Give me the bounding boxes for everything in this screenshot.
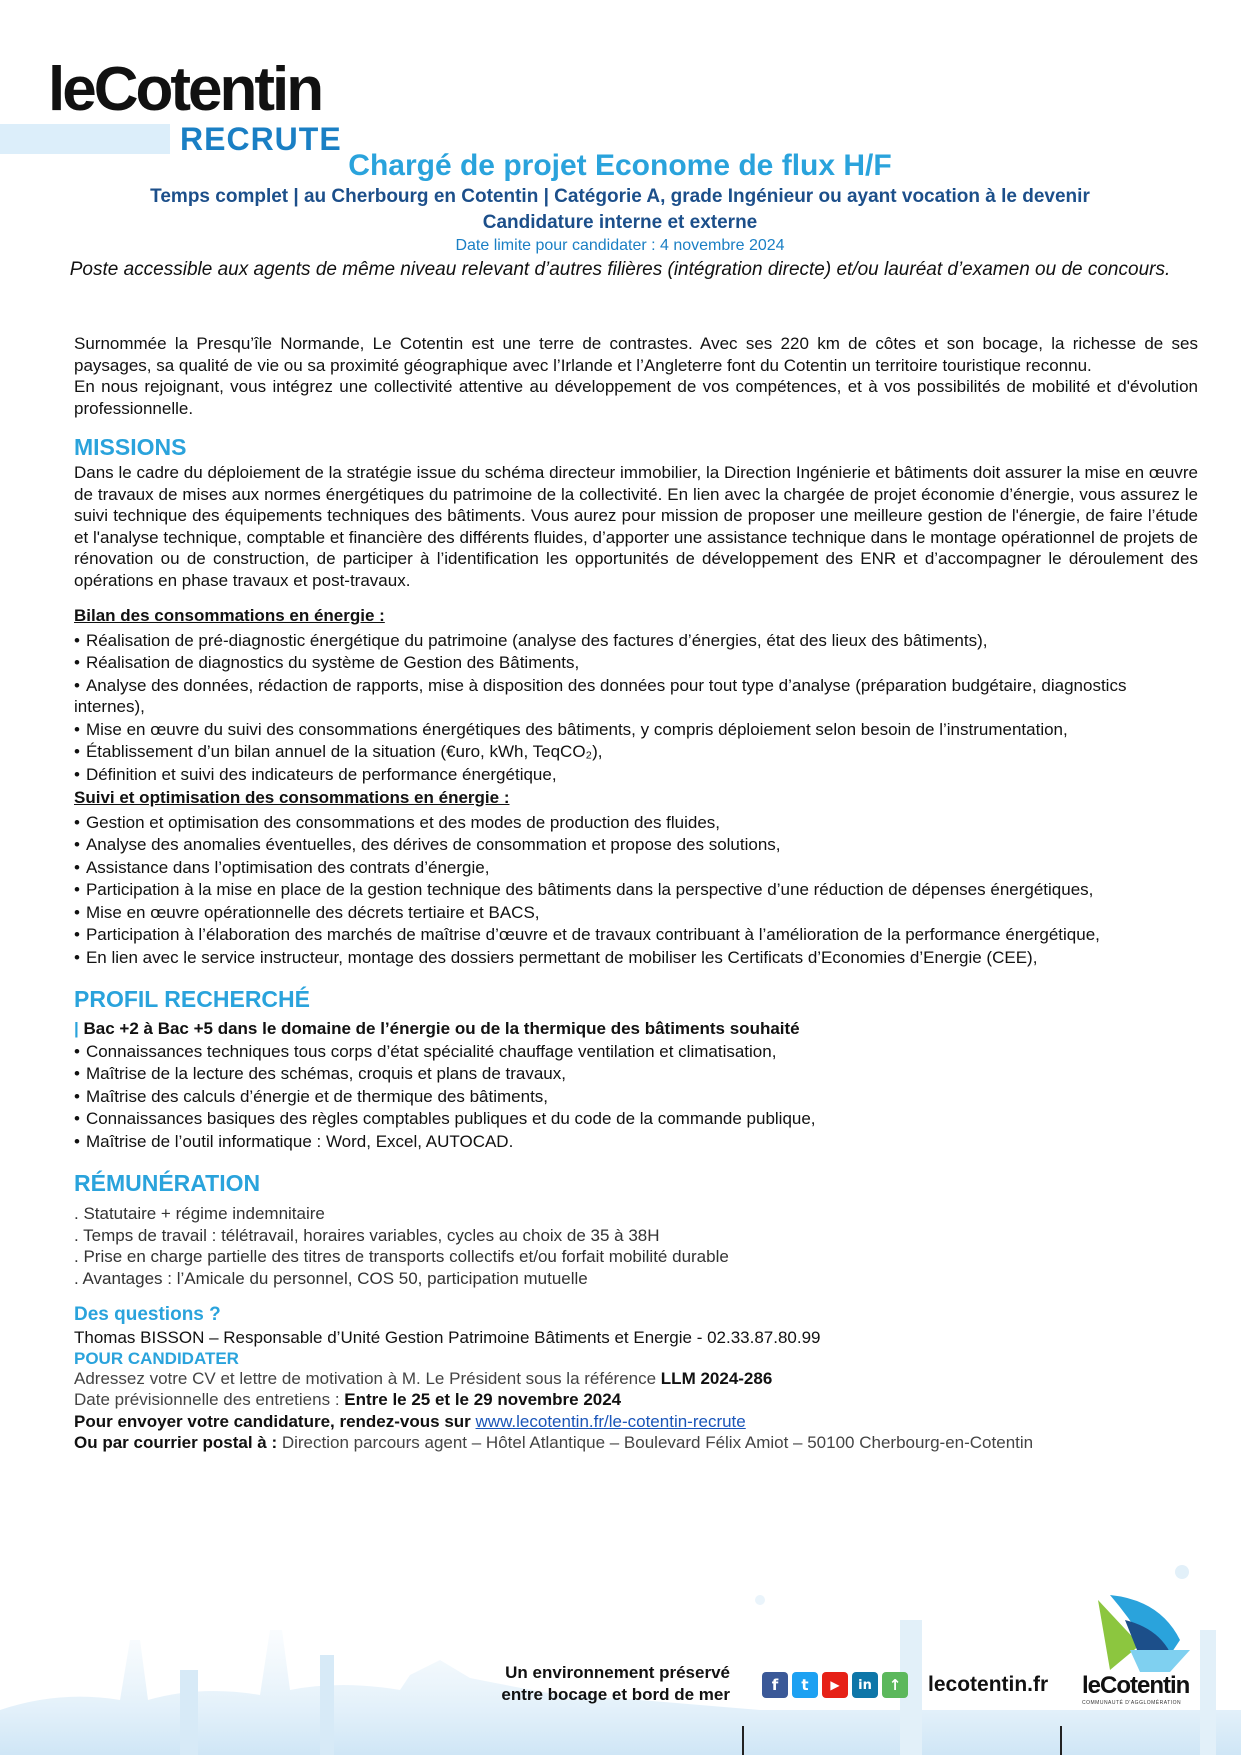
logo-main-text: leCotentin xyxy=(48,55,322,124)
candidater-heading: POUR CANDIDATER xyxy=(74,1348,239,1368)
list-item: . Temps de travail : télétravail, horaires variables, cycles au choix de 35 à 38H xyxy=(74,1225,660,1245)
job-title: Chargé de projet Econome de flux H/F xyxy=(348,149,892,182)
footer-tagline xyxy=(440,1662,730,1706)
list-item: • Maîtrise de l’outil informatique : Word, Excel, AUTOCAD. xyxy=(74,1131,1198,1153)
facebook-icon[interactable]: f xyxy=(762,1672,788,1698)
profil-list xyxy=(74,1041,1198,1153)
footer-site[interactable]: lecotentin.fr xyxy=(928,1673,1049,1696)
skyline-illustration xyxy=(0,1560,1241,1755)
job-access-note: Poste accessible aux agents de même niveau relevant d’autres filières (intégration directe) et/ou lauréat d’examen ou de concours. xyxy=(69,259,1171,280)
list-item: • Maîtrise des calculs d’énergie et de thermique des bâtiments, xyxy=(74,1086,1198,1108)
list-item: • Participation à l’élaboration des marchés de maîtrise d’œuvre et de travaux contribuant à l’amélioration de la performance énergétique, xyxy=(74,924,1198,946)
candidater-post-label: Ou par courrier postal à : xyxy=(74,1433,282,1452)
profil-lead xyxy=(74,1018,1198,1040)
list-item: • Définition et suivi des indicateurs de performance énergétique, xyxy=(74,764,1198,786)
missions-heading: MISSIONS xyxy=(74,434,187,460)
list-item: • Établissement d’un bilan annuel de la situation (€uro, kWh, TeqCO₂), xyxy=(74,741,1198,763)
list-item: • Gestion et optimisation des consommations et des modes de production des fluides, xyxy=(74,812,1198,834)
job-header xyxy=(60,148,1180,282)
profil-heading: PROFIL RECHERCHÉ xyxy=(74,986,310,1012)
job-candidature-type: Candidature interne et externe xyxy=(482,212,758,233)
share-icon[interactable]: ↑ xyxy=(882,1672,908,1698)
list-item: • Réalisation de diagnostics du système de Gestion des Bâtiments, xyxy=(74,652,1198,674)
list-item: • Connaissances techniques tous corps d’état spécialité chauffage ventilation et climatisation, xyxy=(74,1041,1198,1063)
candidater-cv-text: Adressez votre CV et lettre de motivation à M. Le Président sous la référence xyxy=(74,1368,661,1388)
intro-paragraph-1: Surnommée la Presqu’île Normande, Le Cotentin est une terre de contrastes. Avec ses 220 km de côtes et son bocage, la richesse de ses paysages, sa qualité de vie ou sa proximité géographique avec l’Irlande et l’Angleterre font du Cotentin un territoire touristique reconnu. xyxy=(74,334,1198,375)
questions-heading: Des questions ? xyxy=(74,1304,221,1325)
questions-contact: Thomas BISSON – Responsable d’Unité Gestion Patrimoine Bâtiments et Energie - 02.33.87.80.99 xyxy=(74,1328,821,1347)
list-item: • Participation à la mise en place de la gestion technique des bâtiments dans la perspective d’une réduction de dépenses énergétiques, xyxy=(74,879,1198,901)
profil-bar: | xyxy=(74,1019,79,1038)
twitter-icon[interactable]: t xyxy=(792,1672,818,1698)
tagline-line-1: Un environnement préservé xyxy=(505,1663,730,1682)
list-item: . Avantages : l’Amicale du personnel, COS 50, participation mutuelle xyxy=(74,1268,588,1288)
footer-divider xyxy=(742,1726,744,1755)
emblem-name: leCotentin xyxy=(1082,1672,1190,1699)
candidater-reference: LLM 2024-286 xyxy=(660,1368,773,1388)
missions-text: Dans le cadre du déploiement de la stratégie issue du schéma directeur immobilier, la Direction Ingénierie et bâtiments doit assurer la mise en œuvre de travaux de mises aux normes énergétiques du patrimoine de la collectivité. En lien avec la chargée de projet économie d’énergie, vous assurez le suivi technique des équipements techniques des bâtiments. Vous aurez pour mission de proposer une meilleure gestion de l'énergie, de faire l’étude et l'analyse technique, comptable et financière des différents fluides, d’apporter une assistance technique dans le montage opérationnel de projets de rénovation ou de construction, de participer à l’identification les opportunités de développement des ENR et d’accompagner le déroulement des opérations en phase travaux et post-travaux. xyxy=(74,463,1198,590)
list-item: . Prise en charge partielle des titres de transports collectifs et/ou forfait mobilité durable xyxy=(74,1247,729,1266)
suivi-heading: Suivi et optimisation des consommations en énergie : xyxy=(74,788,510,807)
candidater-dates: Entre le 25 et le 29 novembre 2024 xyxy=(344,1390,622,1409)
list-item: • Analyse des anomalies éventuelles, des dérives de consommation et propose des solutions, xyxy=(74,834,1198,856)
candidater-link[interactable]: www.lecotentin.fr/le-cotentin-recrute xyxy=(475,1411,746,1431)
emblem-small-text: COMMUNAUTÉ D'AGGLOMÉRATION xyxy=(1082,1700,1182,1706)
profil-lead-text: Bac +2 à Bac +5 dans le domaine de l’énergie ou de la thermique des bâtiments souhaité xyxy=(83,1019,800,1038)
intro-paragraph-2: En nous rejoignant, vous intégrez une collectivité attentive au développement de vos compétences, et à vos possibilités de mobilité et d'évolution professionnelle. xyxy=(74,377,1198,418)
list-item: • Réalisation de pré-diagnostic énergétique du patrimoine (analyse des factures d’énergies, état des lieux des bâtiments), xyxy=(74,630,1198,652)
list-item: • Maîtrise de la lecture des schémas, croquis et plans de travaux, xyxy=(74,1063,1198,1085)
job-deadline: Date limite pour candidater : 4 novembre 2024 xyxy=(455,237,785,254)
remuneration-list xyxy=(74,1203,1198,1289)
job-content xyxy=(74,333,1198,1454)
candidater-line-post xyxy=(74,1432,1198,1454)
list-item: • Connaissances basiques des règles comptables publiques et du code de la commande publique, xyxy=(74,1108,1198,1130)
footer-divider xyxy=(1060,1726,1062,1755)
remuneration-heading: RÉMUNÉRATION xyxy=(74,1170,261,1196)
bilan-list xyxy=(74,630,1198,786)
bilan-heading: Bilan des consommations en énergie : xyxy=(74,606,385,625)
social-links xyxy=(762,1672,908,1698)
page-footer xyxy=(0,1560,1241,1755)
candidater-dates-text: Date prévisionnelle des entretiens : xyxy=(74,1390,345,1409)
logo-sub-text: RECRUTE xyxy=(180,121,342,157)
suivi-list xyxy=(74,812,1198,969)
candidater-line-web xyxy=(74,1411,1198,1433)
list-item: • Mise en œuvre opérationnelle des décrets tertiaire et BACS, xyxy=(74,902,1198,924)
list-item: . Statutaire + régime indemnitaire xyxy=(74,1204,325,1223)
youtube-icon[interactable]: ▶ xyxy=(822,1672,848,1698)
list-item: • Assistance dans l’optimisation des contrats d’énergie, xyxy=(74,857,1198,879)
candidater-line-dates xyxy=(74,1389,1198,1411)
list-item: • Analyse des données, rédaction de rapports, mise à disposition des données pour tout type d’analyse (préparation budgétaire, diagnostics internes), xyxy=(74,675,1198,718)
candidater-line-cv xyxy=(74,1368,1198,1390)
job-subtitle: Temps complet | au Cherbourg en Cotentin | Catégorie A, grade Ingénieur ou ayant vocation à le devenir xyxy=(150,186,1090,207)
tagline-line-2: entre bocage et bord de mer xyxy=(501,1685,730,1704)
linkedin-icon[interactable]: in xyxy=(852,1672,878,1698)
recrute-logo xyxy=(0,55,360,158)
candidater-post-address: Direction parcours agent – Hôtel Atlantique – Boulevard Félix Amiot – 50100 Cherbourg-en-Cotentin xyxy=(281,1433,1034,1452)
list-item: • En lien avec le service instructeur, montage des dossiers permettant de mobiliser les Certificats d’Economies d’Energie (CEE), xyxy=(74,947,1198,969)
candidater-web-text: Pour envoyer votre candidature, rendez-vous sur xyxy=(74,1411,476,1431)
list-item: • Mise en œuvre du suivi des consommations énergétiques des bâtiments, y compris déploiement selon besoin de l’instrumentation, xyxy=(74,719,1198,741)
